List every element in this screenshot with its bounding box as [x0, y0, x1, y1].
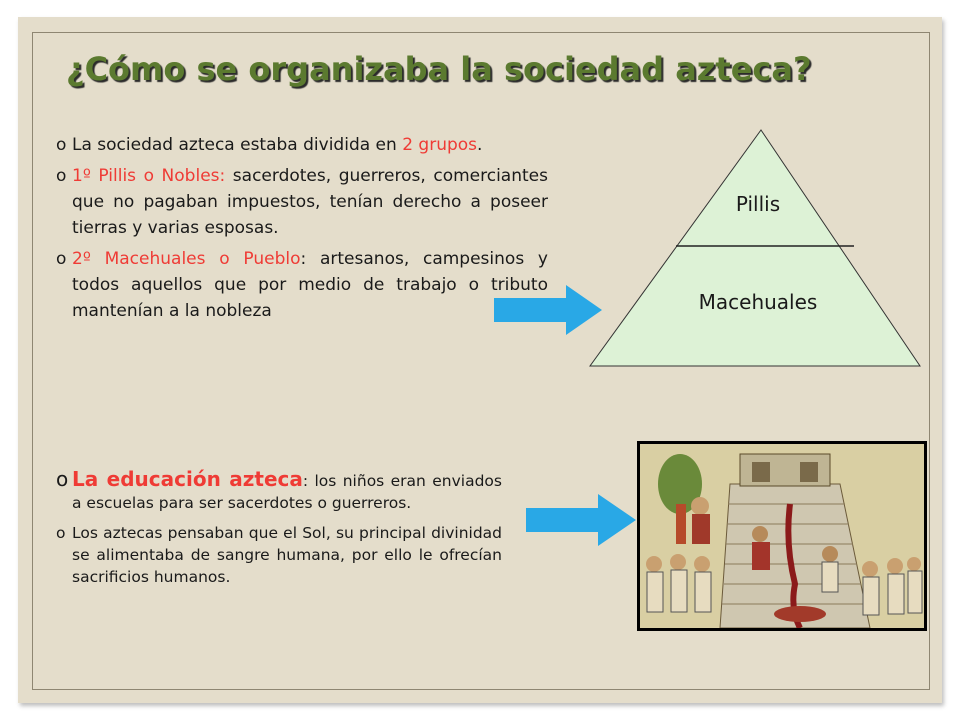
bullet-text: La sociedad azteca estaba dividida en — [72, 135, 403, 155]
right-arrow-icon — [526, 494, 638, 546]
list-item — [56, 468, 502, 514]
social-pyramid — [588, 128, 922, 368]
page-title: ¿Cómo se organizaba la sociedad azteca? — [66, 50, 812, 88]
list-item — [56, 132, 548, 158]
bullet-text: : los niños eran enviados a escuelas para ser sacerdotes o guerreros. — [72, 472, 502, 512]
bullet-highlight: La educación azteca — [72, 467, 303, 491]
aztec-codex-sacrifice-illustration — [640, 444, 924, 628]
list-item — [56, 246, 548, 324]
bullet-marker: o — [56, 135, 67, 155]
bullet-text: Los aztecas pensaban que el Sol, su principal divinidad se alimentaba de sangre humana, por ello le ofrecían sacrificios humanos. — [72, 524, 502, 586]
bullet-text: : artesanos, campesinos y todos aquellos que por medio de trabajo o tributo mantenían a la nobleza — [72, 249, 548, 321]
list-item — [56, 163, 548, 241]
bullet-highlight: 2 grupos — [402, 135, 478, 155]
bullet-marker: o — [56, 467, 69, 491]
pyramid-bottom-label: Macehuales — [698, 290, 818, 314]
list-item — [56, 522, 502, 588]
bullet-marker: o — [56, 249, 67, 269]
bullet-text: . — [477, 135, 483, 155]
bullet-marker: o — [56, 524, 66, 542]
bullet-highlight: 1º Pillis o Nobles: — [72, 166, 226, 186]
bullet-text: sacerdotes, guerreros, comerciantes que no pagaban impuestos, tenían derecho a poseer tierras y varias esposas. — [72, 166, 548, 238]
aztec-codex-image — [637, 441, 927, 631]
bullet-highlight: 2º Macehuales o Pueblo — [72, 249, 301, 269]
pyramid-top-label: Pillis — [735, 192, 781, 216]
pyramid-shape — [588, 128, 922, 368]
bottom-bullet-list — [56, 468, 502, 596]
top-bullet-list — [56, 132, 548, 329]
bullet-marker: o — [56, 166, 67, 186]
